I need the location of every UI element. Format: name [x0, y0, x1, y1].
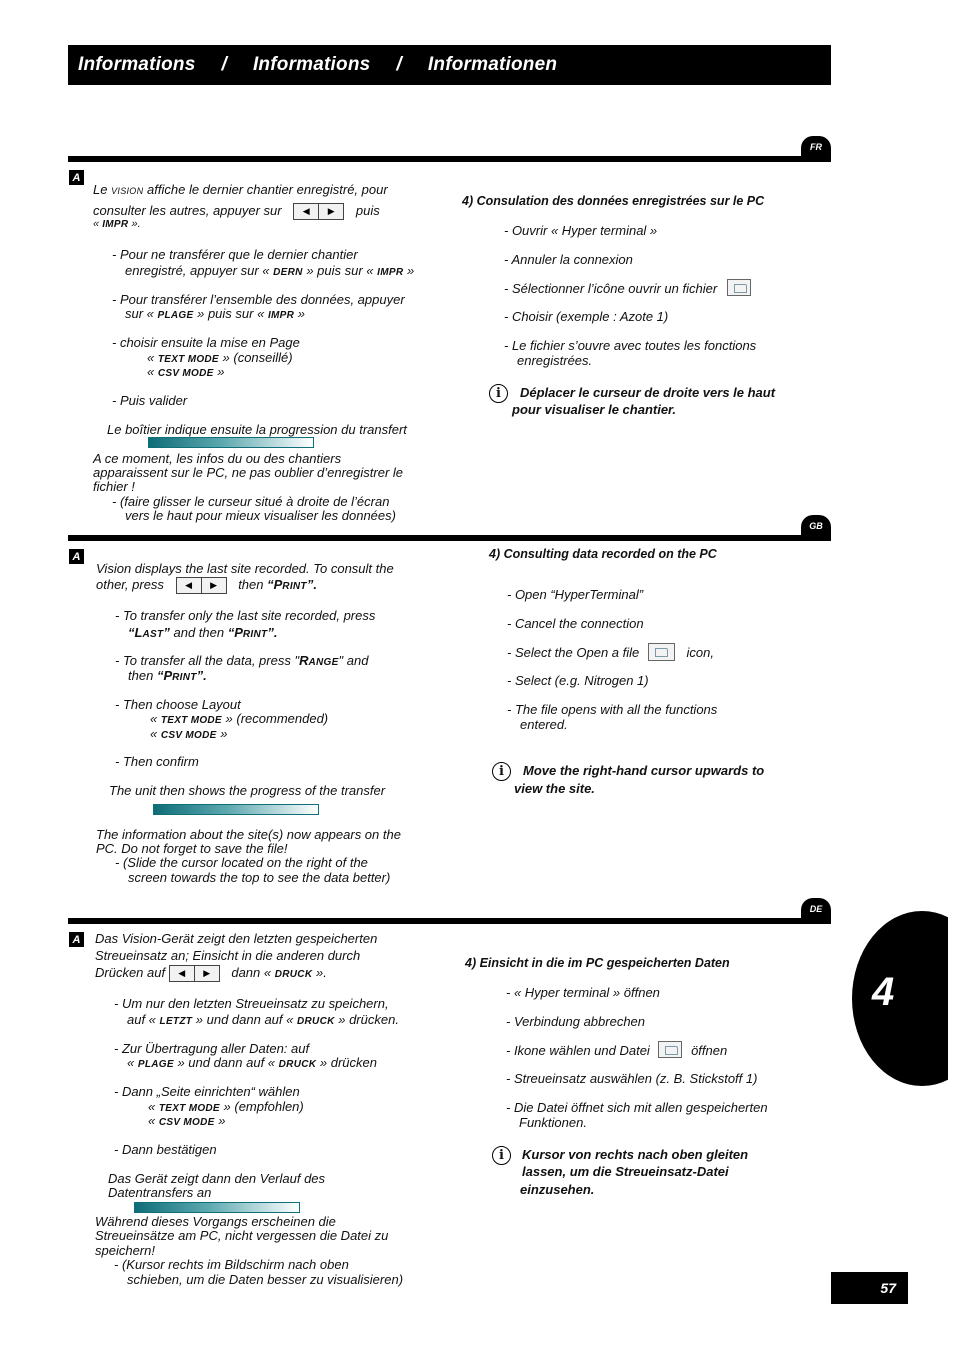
- text: enregistré, appuyer sur «: [125, 263, 270, 278]
- progress-bar: [134, 1202, 300, 1213]
- text: » drücken: [319, 1055, 377, 1070]
- open-file-icon: [658, 1041, 682, 1058]
- gb-end-line3: - (Slide the cursor located on the right of the: [115, 855, 368, 870]
- de-step1: - « Hyper terminal » öffnen: [506, 985, 660, 1000]
- text: IMPR: [102, 219, 129, 230]
- text: «: [148, 1113, 156, 1128]
- text: sur «: [125, 306, 154, 321]
- page-number: 57: [831, 1272, 908, 1304]
- text: VISION: [111, 186, 144, 196]
- text: » (conseillé): [222, 350, 293, 365]
- fr-bullet3-line3: [147, 364, 224, 381]
- fr-intro-line3: [93, 217, 141, 232]
- fr-step1: - Ouvrir « Hyper terminal »: [504, 223, 658, 238]
- gb-bullet2-line2: [128, 668, 207, 685]
- section-rule-de: [68, 918, 831, 924]
- text: »: [406, 263, 415, 278]
- text: » (recommended): [225, 711, 329, 726]
- text: TEXT MODE: [157, 354, 219, 365]
- text: CSV MODE: [158, 1117, 215, 1128]
- de-intro-line3: [95, 965, 327, 982]
- gb-end-line1: The information about the site(s) now appears on the: [96, 827, 401, 842]
- lang-tab-gb: GB: [801, 515, 831, 537]
- de-end-line1: Während dieses Vorgangs erscheinen die: [95, 1214, 336, 1229]
- fr-progress-label: Le boîtier indique ensuite la progression du transfert: [107, 422, 407, 437]
- fr-bullet2-line1: - Pour transférer l’ensemble des données, appuyer: [112, 292, 405, 307]
- text: » (empfohlen): [223, 1099, 304, 1114]
- fr-bullet2-line2: [125, 306, 305, 323]
- text: «: [147, 350, 155, 365]
- fr-end-line5: vers le haut pour mieux visualiser les données): [125, 508, 396, 523]
- gb-bullet3-line1: - Then choose Layout: [115, 697, 241, 712]
- text: - Ikone wählen und Datei: [506, 1043, 650, 1058]
- gb-progress-label: The unit then shows the progress of the transfer: [109, 783, 386, 798]
- header-title-de: Informationen: [427, 54, 558, 75]
- section-rule-gb: [68, 535, 831, 541]
- de-intro-line1: Das Vision-Gerät zeigt den letzten gespeicherten: [95, 931, 378, 946]
- de-end-line3: speichern!: [95, 1243, 155, 1258]
- left-right-arrow-buttons-icon: [176, 577, 227, 594]
- text: »: [217, 364, 225, 379]
- arrow-right-icon: ▶: [318, 204, 343, 219]
- text: and then: [173, 625, 225, 640]
- de-note-line2: lassen, um die Streueinsatz-Datei: [522, 1164, 729, 1179]
- de-step4: - Streueinsatz auswählen (z. B. Stickstoff 1): [506, 1071, 758, 1086]
- fr-step5-line1: - Le fichier s’ouvre avec toutes les fonctions: [504, 338, 757, 353]
- text: «: [147, 364, 155, 379]
- de-bullet2-line2: [127, 1055, 377, 1072]
- gb-right-title: 4) Consulting data recorded on the PC: [489, 547, 717, 561]
- info-icon: i: [489, 384, 508, 403]
- fr-right-title: 4) Consulation des données enregistrées sur le PC: [462, 194, 765, 208]
- fr-end-line1: A ce moment, les infos du ou des chantiers: [93, 451, 342, 466]
- text: LETZT: [159, 1016, 193, 1027]
- section-marker: A: [69, 170, 84, 185]
- gb-step4: - Select (e.g. Nitrogen 1): [507, 673, 649, 688]
- fr-bullet4: - Puis valider: [112, 393, 188, 408]
- text: » puis sur «: [197, 306, 265, 321]
- header-title-gb: Informations: [252, 54, 371, 75]
- fr-bullet1-line1: - Pour ne transférer que le dernier chantier: [112, 247, 358, 262]
- text: consulter les autres, appuyer sur: [93, 203, 282, 218]
- de-end-line5: schieben, um die Daten besser zu visualisieren): [127, 1272, 404, 1287]
- de-bullet3-line3: [148, 1113, 225, 1130]
- gb-step5-line2: entered.: [520, 717, 568, 732]
- text: » drücken.: [338, 1012, 399, 1027]
- text: TEXT MODE: [160, 715, 222, 726]
- fr-intro-line1: [93, 182, 388, 199]
- gb-note-line2: view the site.: [514, 781, 595, 796]
- text: ».: [131, 218, 141, 230]
- text: «: [148, 1099, 156, 1114]
- de-right-title: 4) Einsicht in die im PC gespeicherten Daten: [465, 956, 730, 970]
- de-step5-line1: - Die Datei öffnet sich mit allen gespeicherten: [506, 1100, 768, 1115]
- fr-bullet1-line2: [125, 263, 414, 280]
- header-title-fr: Informations: [78, 54, 196, 75]
- text: “P: [156, 668, 173, 683]
- text: «: [93, 218, 100, 230]
- text: ”.: [267, 625, 278, 640]
- de-intro-line2: Streueinsatz an; Einsicht in die anderen durch: [95, 948, 361, 963]
- text: » und dann auf «: [195, 1012, 294, 1027]
- text: CSV MODE: [160, 730, 217, 741]
- fr-bullet3-line1: - choisir ensuite la mise en Page: [112, 335, 300, 350]
- left-right-arrow-buttons-icon: [293, 203, 344, 220]
- progress-bar: [148, 437, 314, 448]
- de-bullet1-line2: [127, 1012, 399, 1029]
- gb-bullet1-line1: - To transfer only the last site recorded, press: [115, 608, 376, 623]
- text: PLAGE: [157, 310, 194, 321]
- text: ”: [163, 625, 170, 640]
- text: ”.: [306, 577, 317, 592]
- section-rule-fr: [68, 156, 831, 162]
- text: DERN: [273, 267, 303, 278]
- arrow-right-icon: ▶: [194, 966, 219, 981]
- arrow-left-icon: ◀: [170, 966, 194, 981]
- fr-step2: - Annuler la connexion: [504, 252, 633, 267]
- de-bullet2-line1: - Zur Übertragung aller Daten: auf: [114, 1041, 310, 1056]
- gb-step5-line1: - The file opens with all the functions: [507, 702, 718, 717]
- info-icon: i: [492, 762, 511, 781]
- text: R: [299, 653, 309, 668]
- de-step3: [506, 1043, 727, 1058]
- text: »: [220, 726, 228, 741]
- text: TEXT MODE: [158, 1103, 220, 1114]
- fr-step5-line2: enregistrées.: [517, 353, 593, 368]
- text: other, press: [96, 577, 164, 592]
- text: ANGE: [308, 657, 339, 668]
- text: then: [128, 668, 154, 683]
- text: - Sélectionner l’icône ouvrir un fichier: [504, 281, 718, 296]
- gb-step1: - Open “HyperTerminal”: [507, 587, 644, 602]
- fr-note-line1: Déplacer le curseur de droite vers le haut: [520, 385, 776, 400]
- text: affiche le dernier chantier enregistré, pour: [147, 182, 388, 197]
- fr-end-line2: apparaissent sur le PC, ne pas oublier d’enregistrer le: [93, 465, 404, 480]
- gb-step2: - Cancel the connection: [507, 616, 644, 631]
- text: »: [297, 306, 305, 321]
- fr-step3: [504, 281, 751, 296]
- section-marker: A: [69, 932, 84, 947]
- text: RINT: [282, 581, 307, 592]
- open-file-icon: [648, 643, 675, 661]
- text: Drücken auf: [95, 965, 166, 980]
- lang-tab-fr: FR: [801, 136, 831, 158]
- text: - Select the Open a file: [507, 645, 640, 660]
- fr-end-line3: fichier !: [93, 479, 135, 494]
- text: » puis sur «: [306, 263, 374, 278]
- gb-bullet4: - Then confirm: [115, 754, 199, 769]
- de-note-line3: einzusehen.: [520, 1182, 595, 1197]
- header-separator: /: [221, 54, 227, 75]
- gb-note-line1: Move the right-hand cursor upwards to: [523, 763, 765, 778]
- left-right-arrow-buttons-icon: [169, 965, 220, 982]
- chapter-number: 4: [872, 970, 895, 1014]
- text: PLAGE: [137, 1059, 174, 1070]
- text: " and: [338, 653, 369, 668]
- text: puis: [355, 203, 380, 218]
- text: ».: [315, 965, 327, 980]
- gb-end-line4: screen towards the top to see the data better): [128, 870, 391, 885]
- gb-intro-line1: Vision displays the last site recorded. To consult the: [96, 561, 394, 576]
- text: DRUCK: [274, 969, 313, 980]
- header-separator: /: [396, 54, 402, 75]
- text: AST: [142, 629, 164, 640]
- text: «: [127, 1055, 135, 1070]
- text: “L: [128, 625, 143, 640]
- text: » und dann auf «: [177, 1055, 276, 1070]
- gb-bullet1-line2: [128, 625, 278, 642]
- info-icon: i: [492, 1146, 511, 1165]
- de-end-line2: Streueinsätze am PC, nicht vergessen die Datei zu: [95, 1228, 389, 1243]
- page-header: [68, 45, 831, 85]
- section-marker: A: [69, 549, 84, 564]
- text: RINT: [242, 629, 268, 640]
- de-progress-label2: Datentransfers an: [108, 1185, 212, 1200]
- fr-note-line2: pour visualiser le chantier.: [512, 402, 677, 417]
- text: DRUCK: [297, 1016, 335, 1027]
- progress-bar: [153, 804, 319, 815]
- text: «: [150, 726, 158, 741]
- arrow-right-icon: ▶: [201, 578, 226, 593]
- fr-step4: - Choisir (exemple : Azote 1): [504, 309, 669, 324]
- text: Le: [93, 182, 108, 197]
- text: dann «: [231, 965, 272, 980]
- text: «: [150, 711, 158, 726]
- text: »: [218, 1113, 226, 1128]
- fr-end-line4: - (faire glisser le curseur situé à droite de l’écran: [112, 494, 390, 509]
- text: IMPR: [267, 310, 295, 321]
- text: DRUCK: [278, 1059, 317, 1070]
- text: “P: [267, 577, 283, 592]
- de-note-line1: Kursor von rechts nach oben gleiten: [522, 1147, 749, 1162]
- de-bullet4: - Dann bestätigen: [114, 1142, 217, 1157]
- text: RINT: [172, 672, 197, 683]
- de-end-line4: - (Kursor rechts im Bildschirm nach oben: [114, 1257, 349, 1272]
- gb-step3: [507, 645, 714, 661]
- chapter-tab: [852, 911, 954, 1086]
- de-step2: - Verbindung abbrechen: [506, 1014, 646, 1029]
- gb-bullet3-line3: [150, 726, 227, 743]
- open-file-icon: [727, 279, 751, 296]
- de-bullet1-line1: - Um nur den letzten Streueinsatz zu speichern,: [114, 996, 389, 1011]
- gb-end-line2: PC. Do not forget to save the file!: [96, 841, 288, 856]
- text: ”.: [196, 668, 207, 683]
- text: then: [238, 577, 264, 592]
- text: auf «: [127, 1012, 156, 1027]
- text: öffnen: [691, 1043, 728, 1058]
- lang-tab-de: DE: [801, 898, 831, 920]
- arrow-left-icon: ◀: [177, 578, 201, 593]
- arrow-left-icon: ◀: [294, 204, 318, 219]
- text: - To transfer all the data, press ": [115, 653, 300, 668]
- de-step5-line2: Funktionen.: [519, 1115, 587, 1130]
- de-bullet3-line1: - Dann „Seite einrichten“ wählen: [114, 1084, 300, 1099]
- gb-intro-line2: [96, 577, 317, 594]
- text: icon,: [686, 645, 714, 660]
- text: “P: [227, 625, 243, 640]
- de-progress-label1: Das Gerät zeigt dann den Verlauf des: [108, 1171, 326, 1186]
- text: IMPR: [377, 267, 404, 278]
- text: CSV MODE: [157, 368, 214, 379]
